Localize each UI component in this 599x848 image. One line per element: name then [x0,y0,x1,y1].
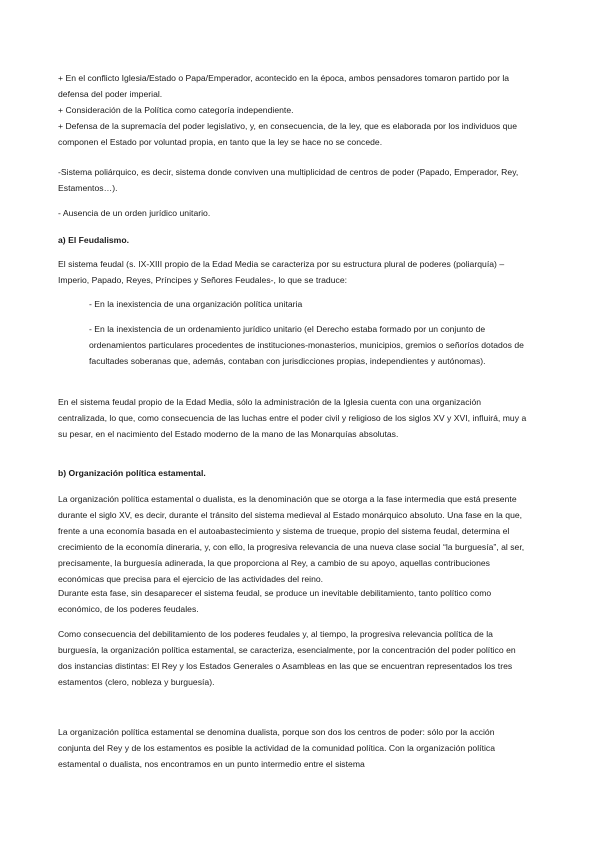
feudal-intro-paragraph: El sistema feudal (s. IX-XIII propio de la Edad Media se caracteriza por su estructura plural de poderes (poliarquía) –Imperio, Papado, Reyes, Príncipes y Señores Feudales-, lo que se traduce: [58,259,505,285]
feudal-item-unitaria: - En la inexistencia de una organización política unitaria [89,299,303,309]
estamental-paragraph-1: La organización política estamental o dualista, es la denominación que se otorga a la fase intermedia que está presente durante el siglo XV, es decir, durante el tránsito del sistema medieval al Estado monárquico absoluto. Una fase en la que, frente a una economía basada en el autoabastecimiento y sistema de trueque, propio del sistema feudal, determina el crecimiento de la economía dineraria, y, con ello, la progresiva relevancia de una nueva clase social “la burguesía”, al ser, precisamente, la burguesía adinerada, la que proporciona al Rey, a cambio de su apoyo, aquellas contribuciones económicas que precisa para el ejercicio de las actividades del reino. [58,494,525,584]
heading-estamental: b) Organización política estamental. [58,468,206,478]
poliarquico-paragraph: -Sistema poliárquico, es decir, sistema donde conviven una multiplicidad de centros de poder (Papado, Emperador, Rey, Estamentos…). [58,167,519,193]
estamental-paragraph-2: Durante esta fase, sin desaparecer el sistema feudal, se produce un inevitable debilitamiento, tanto político como económico, de los poderes feudales. [58,588,492,614]
bullet-legislativo: + Defensa de la supremacía del poder legislativo, y, en consecuencia, de la ley, que es elaborada por los individuos que componen el Estado por voluntad propia, en tanto que la ley se hace no se concede. [58,121,518,147]
estamental-paragraph-4: La organización política estamental se denomina dualista, porque son dos los centros de poder: sólo por la acción conjunta del Rey y de los estamentos es posible la actividad de la comunidad política. Con la organización política estamental o dualista, nos encontramos en un punto intermedio entre el sistema [58,727,496,769]
feudal-item-ordenamiento: - En la inexistencia de un ordenamiento jurídico unitario (el Derecho estaba formado por un conjunto de ordenamientos particulares procedentes de instituciones-monasterios, municipios, gremios o señoríos dotados de facultades soberanas que, además, contaban con jurisdicciones propias, independientes y autónomas). [89,324,524,366]
estamental-paragraph-3: Como consecuencia del debilitamiento de los poderes feudales y, al tiempo, la progresiva relevancia política de la burguesía, la organización política estamental, se caracteriza, esencialmente, por la concentración del poder político en dos instancias distintas: El Rey y los Estados Generales o Asambleas en las que se encuentran representados los tres estamentos (clero, nobleza y burguesía). [58,629,516,687]
ausencia-paragraph: - Ausencia de un orden jurídico unitario. [58,208,211,218]
iglesia-paragraph: En el sistema feudal propio de la Edad Media, sólo la administración de la Iglesia cuenta con una organización centralizada, lo que, como consecuencia de las luchas entre el poder civil y religioso de los siglos XV y XVI, influirá, muy a su pesar, en el nacimiento del Estado moderno de la mano de las Monarquías absolutas. [58,397,527,439]
heading-feudalismo: a) El Feudalismo. [58,235,130,245]
bullet-conflicto: + En el conflicto Iglesia/Estado o Papa/Emperador, acontecido en la época, ambos pensadores tomaron partido por la defensa del poder imperial. [58,73,510,99]
bullet-politica: + Consideración de la Política como categoría independiente. [58,105,294,115]
